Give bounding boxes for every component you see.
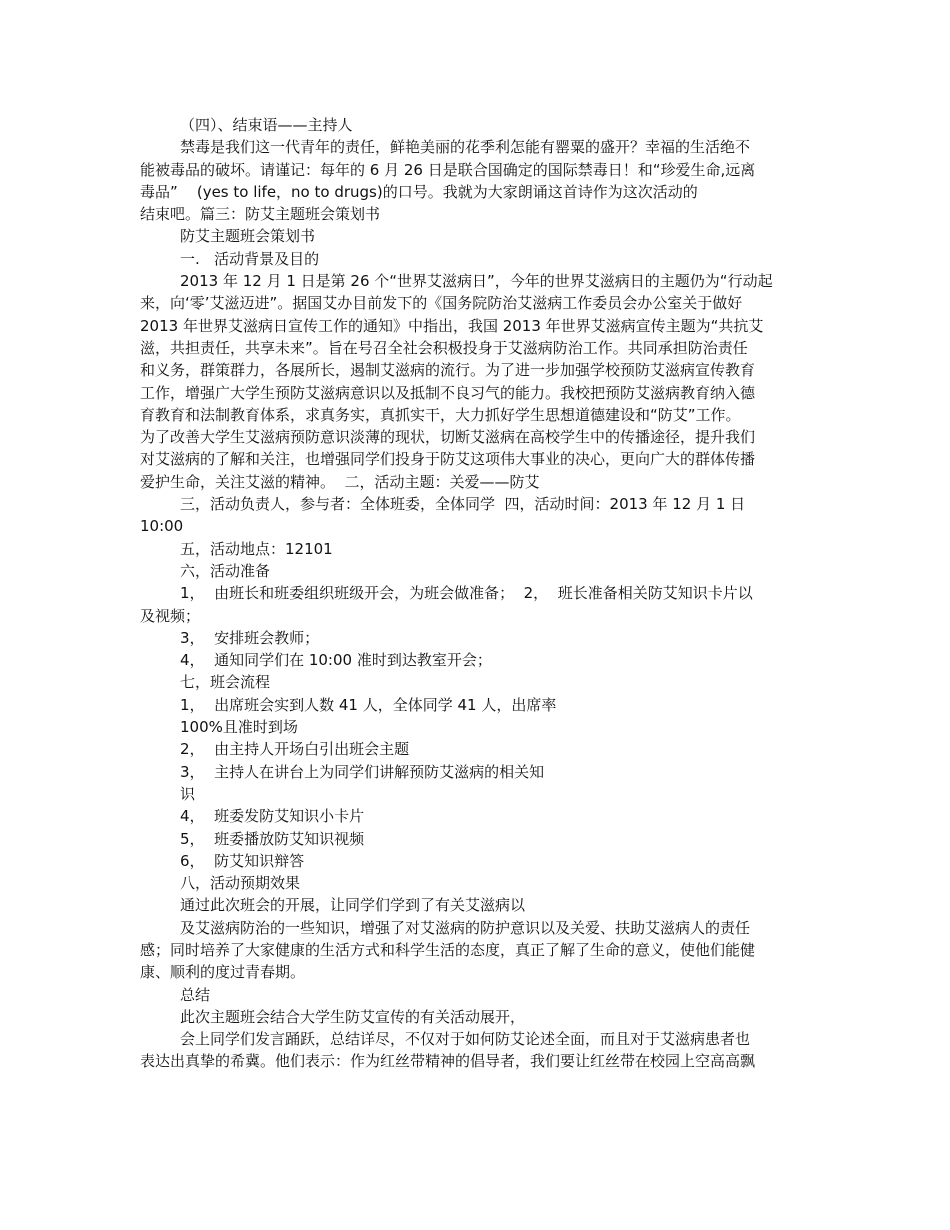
text-line: 五，活动地点：12101: [180, 539, 333, 558]
text-line: 毒品” (yes to life，no to drugs)的口号。我就为大家朗诵这首诗作为这次活动的: [140, 182, 698, 201]
text-line: 3， 安排班会教师；: [180, 628, 320, 647]
text-line: 滋，共担责任，共享未来”。旨在号召全社会积极投身于艾滋病防治工作。共同承担防治责任: [140, 338, 748, 357]
text-line: 10:00: [140, 517, 184, 536]
document-body: [140, 114, 810, 1073]
text-line: 及艾滋病防治的一些知识，增强了对艾滋病的防护意识以及关爱、扶助艾滋病人的责任: [180, 918, 751, 937]
text-line: 2013 年世界艾滋病日宣传工作的通知》中指出，我国 2013 年世界艾滋病宣传主题为“共抗艾: [140, 316, 764, 335]
text-line: 1， 出席班会实到人数 41 人，全体同学 41 人，出席率: [180, 695, 557, 714]
text-line: 表达出真挚的希冀。他们表示：作为红丝带精神的倡导者，我们要让红丝带在校园上空高高飘: [140, 1052, 756, 1071]
text-line: 2013 年 12 月 1 日是第 26 个“世界艾滋病日”，今年的世界艾滋病日的主题仍为“行动起: [180, 272, 773, 291]
text-line: 工作，增强广大学生预防艾滋病意识以及抵制不良习气的能力。我校把预防艾滋病教育纳入德: [140, 383, 756, 402]
text-line: 识: [180, 784, 196, 803]
text-line: 结束吧。篇三：防艾主题班会策划书: [140, 205, 381, 224]
text-line: 爱护生命，关注艾滋的精神。 二，活动主题：关爱——防艾: [140, 472, 540, 491]
text-line: 对艾滋病的了解和关注，也增强同学们投身于防艾这项伟大事业的决心，更向广大的群体传播: [140, 450, 756, 469]
text-line: 3， 主持人在讲台上为同学们讲解预防艾滋病的相关知: [180, 762, 545, 781]
text-line: 育教育和法制教育体系，求真务实，真抓实干，大力抓好学生思想道德建设和“防艾”工作。: [140, 405, 741, 424]
text-line: 能被毒品的破坏。请谨记：每年的 6 月 26 日是联合国确定的国际禁毒日！和“珍爱生命,远离: [140, 160, 756, 179]
text-line: 通过此次班会的开展，让同学们学到了有关艾滋病以: [180, 896, 526, 915]
text-line: 禁毒是我们这一代青年的责任，鲜艳美丽的花季利怎能有罂粟的盛开？幸福的生活绝不: [180, 138, 751, 157]
text-line: 及视频；: [140, 606, 201, 625]
text-line: 会上同学们发言踊跃，总结详尽，不仅对于如何防艾论述全面，而且对于艾滋病患者也: [180, 1030, 751, 1049]
text-line: 防艾主题班会策划书: [180, 227, 316, 246]
text-line: 康、顺利的度过青春期。: [140, 963, 306, 982]
text-line: 为了改善大学生艾滋病预防意识淡薄的现状，切断艾滋病在高校学生中的传播途径，提升我们: [140, 428, 756, 447]
text-line: 六，活动准备: [180, 561, 271, 580]
text-line: 4， 通知同学们在 10:00 准时到达教室开会；: [180, 651, 492, 670]
text-line: 100%且准时到场: [180, 718, 298, 737]
text-line: 总结: [180, 985, 211, 1004]
text-line: 4， 班委发防艾知识小卡片: [180, 807, 365, 826]
text-line: 一. 活动背景及目的: [180, 249, 320, 268]
text-line: 来，向‘零’艾滋迈进”。据国艾办目前发下的《国务院防治艾滋病工作委员会办公室关于做好: [140, 294, 743, 313]
text-line: 5， 班委播放防艾知识视频: [180, 829, 365, 848]
text-line: 6， 防艾知识辩答: [180, 851, 305, 870]
text-line: 三，活动负责人，参与者：全体班委，全体同学 四，活动时间：2013 年 12 月 1 日: [180, 495, 746, 514]
text-line: 和义务，群策群力，各展所长，遏制艾滋病的流行。为了进一步加强学校预防艾滋病宣传教育: [140, 361, 756, 380]
text-line: 1， 由班长和班委组织班级开会，为班会做准备； 2， 班长准备相关防艾知识卡片以: [180, 584, 753, 603]
text-line: 七，班会流程: [180, 673, 271, 692]
text-line: （四）、结束语——主持人: [180, 116, 353, 134]
text-line: 2， 由主持人开场白引出班会主题: [180, 740, 410, 759]
text-line: 八，活动预期效果: [180, 874, 301, 893]
text-line: 感；同时培养了大家健康的生活方式和科学生活的态度，真正了解了生命的意义，使他们能健: [140, 940, 756, 959]
text-line: 此次主题班会结合大学生防艾宣传的有关活动展开，: [180, 1007, 526, 1026]
